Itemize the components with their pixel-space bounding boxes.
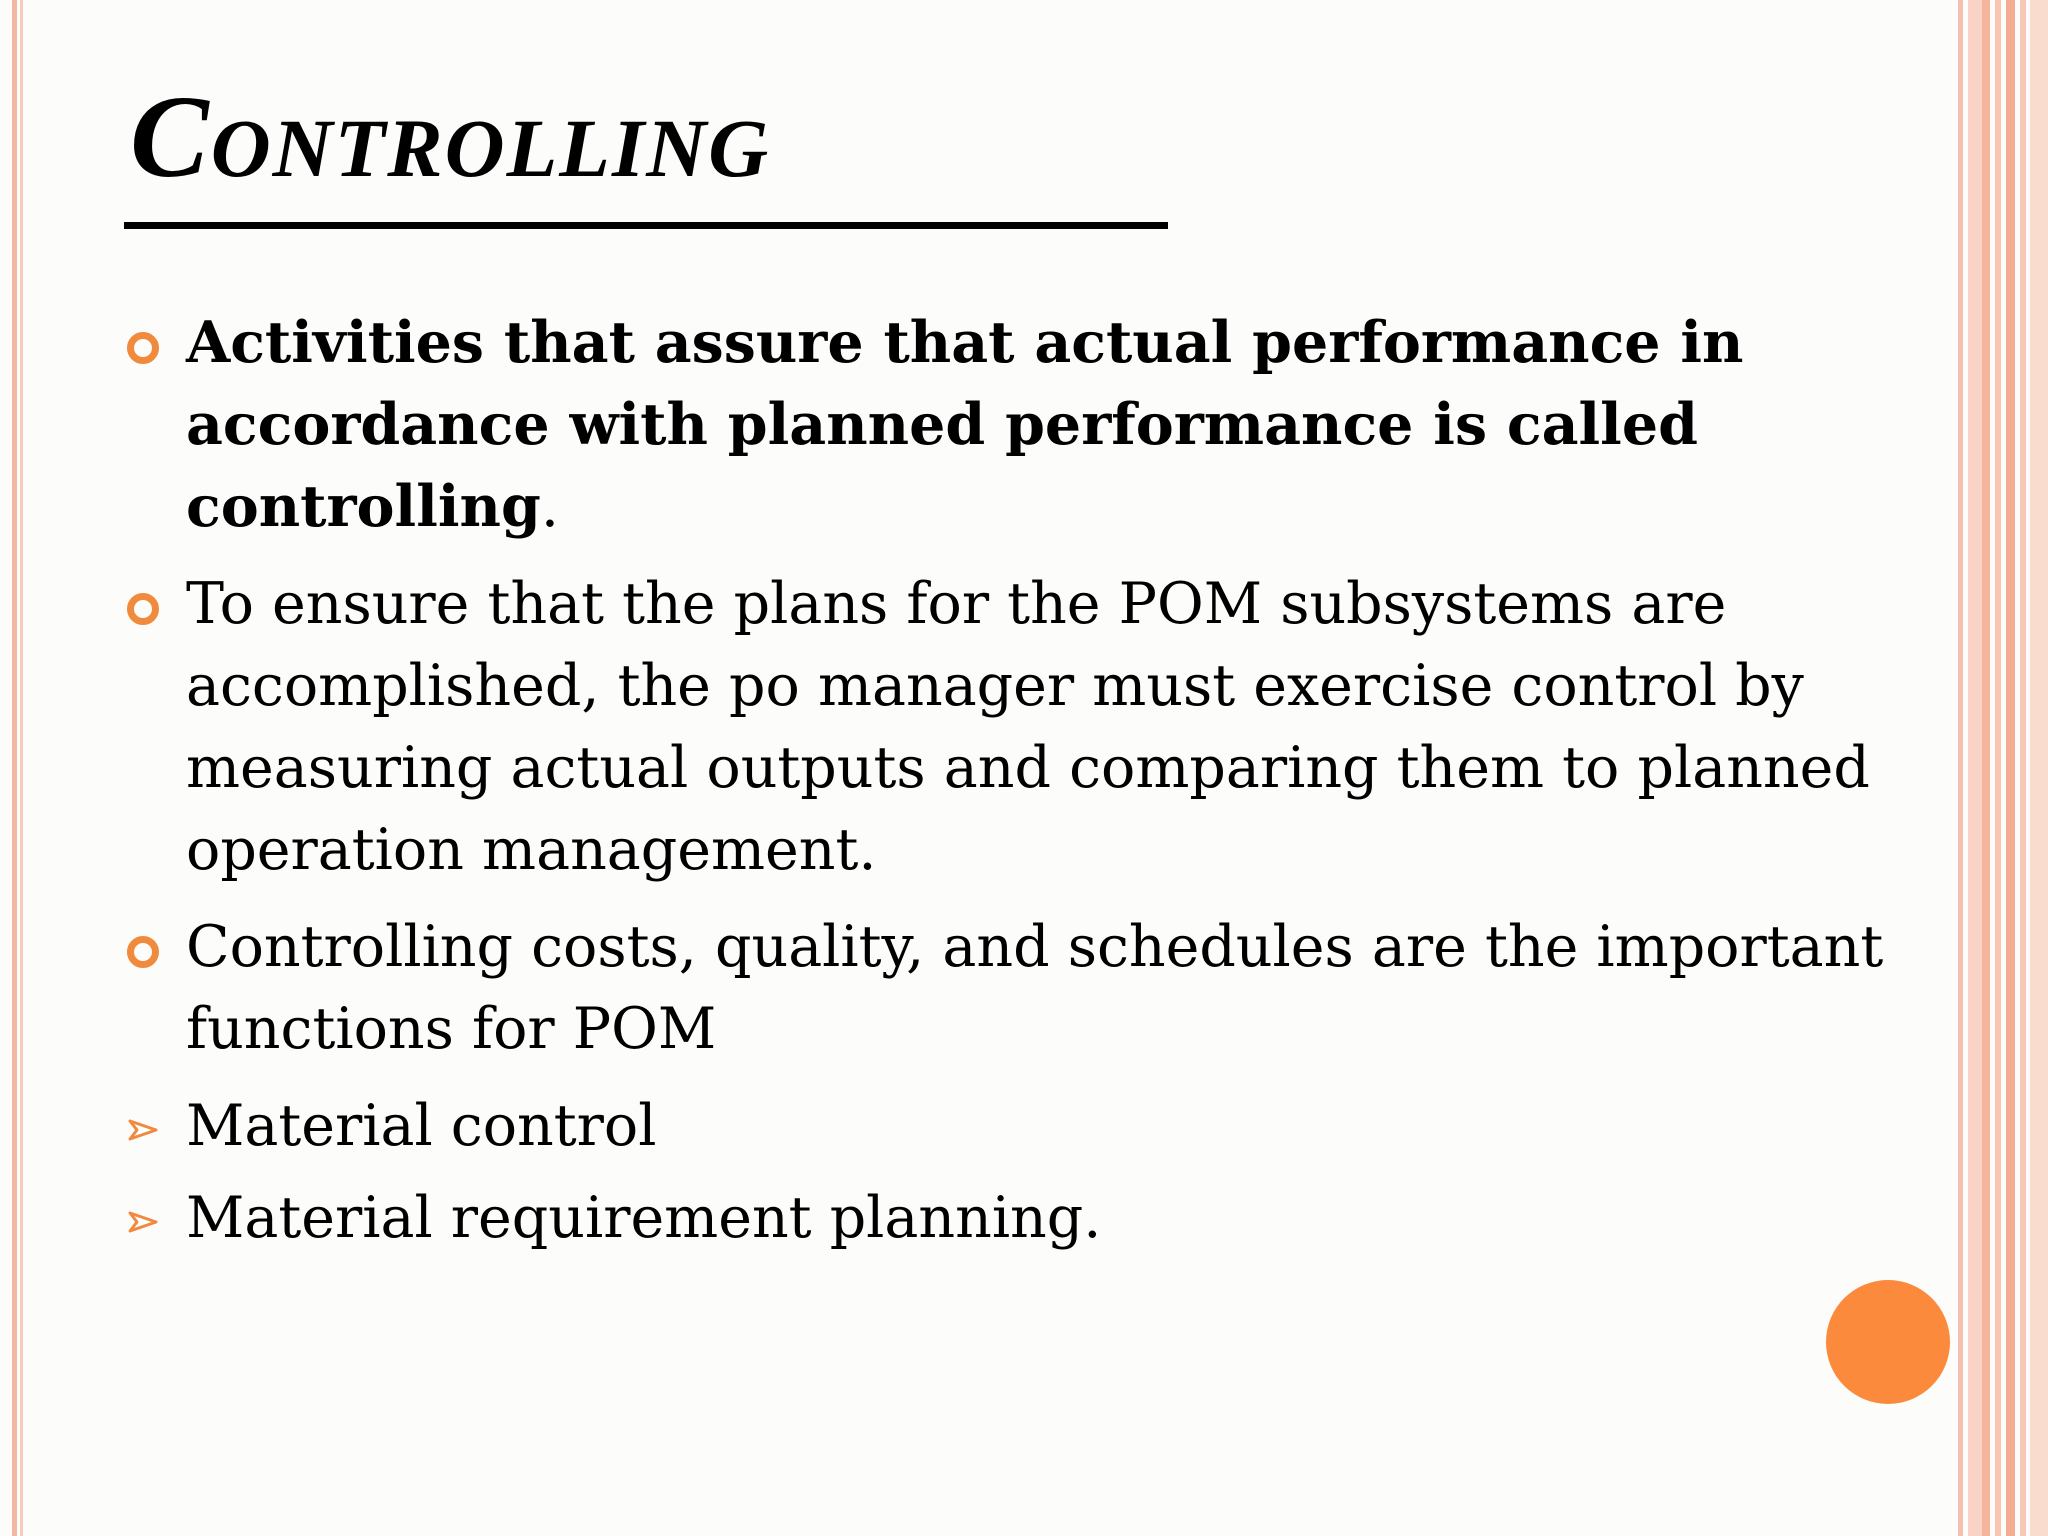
circle-bullet-icon xyxy=(127,936,159,968)
right-border-stripe xyxy=(2030,0,2048,1536)
left-border-stripe-inner xyxy=(20,0,23,1536)
bullet-item xyxy=(124,302,1924,548)
arrow-bullet-icon xyxy=(126,1113,160,1147)
bullet-list xyxy=(124,302,1924,1269)
arrow-bullet-icon xyxy=(126,1205,160,1239)
title-underline xyxy=(124,222,1168,229)
bullet-text: To ensure that the plans for the POM subsystems are accomplished, the po manager must exercise control by measuring actual outputs and comparing them to planned operation management. xyxy=(186,571,1870,883)
right-border-stripe xyxy=(1995,0,2001,1536)
bullet-text-suffix: . xyxy=(540,474,559,540)
right-border-stripe xyxy=(1958,0,1963,1536)
bullet-item xyxy=(124,906,1924,1070)
circle-bullet-icon xyxy=(127,593,159,625)
circle-bullet-icon xyxy=(127,332,159,364)
sub-bullet-item xyxy=(124,1085,1924,1167)
sub-bullet-item xyxy=(124,1177,1924,1259)
bullet-text: Controlling costs, quality, and schedules are the important functions for POM xyxy=(186,914,1884,1062)
bullet-text: Material control xyxy=(186,1093,657,1159)
decorative-orange-dot xyxy=(1826,1280,1950,1404)
bullet-text: Material requirement planning. xyxy=(186,1185,1102,1251)
bullet-item xyxy=(124,563,1924,891)
right-border-stripe xyxy=(1982,0,1990,1536)
right-border-stripe xyxy=(2006,0,2015,1536)
right-border-stripe xyxy=(1968,0,1982,1536)
left-border-stripe xyxy=(12,0,17,1536)
slide-title: Controlling xyxy=(130,71,771,202)
bullet-text-bold: Activities that assure that actual performance in accordance with planned performance is called controlling xyxy=(186,309,1744,540)
right-border-stripe xyxy=(2020,0,2026,1536)
